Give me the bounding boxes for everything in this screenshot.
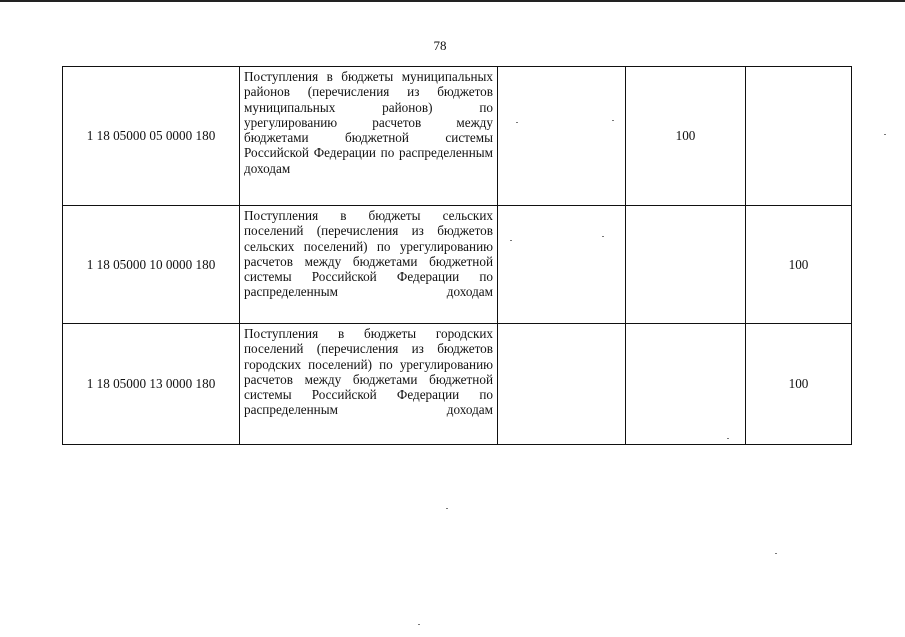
revenue-name: [240, 324, 498, 445]
scan-speck: [418, 624, 420, 625]
budget-classification-code: 1 18 05000 10 0000 180: [63, 206, 240, 324]
standard-value-col-2: [626, 206, 746, 324]
standard-value-col-3: [746, 67, 852, 206]
budget-classification-code: 1 18 05000 05 0000 180: [63, 67, 240, 206]
scan-speck: [612, 120, 614, 121]
scan-speck: [446, 508, 448, 509]
standard-value-col-1: [498, 206, 626, 324]
revenue-name-text: Поступления в бюджеты сельских поселений (перечисления из бюджетов сельских поселений) по урегулированию расчетов между бюджетами бюджетной системы Российской Федерации по распределенным доходам: [244, 208, 493, 300]
scan-speck: [516, 122, 518, 123]
standard-value-col-2: [626, 324, 746, 445]
standard-value-col-3: 100: [746, 324, 852, 445]
table-row: [63, 67, 852, 206]
revenue-distribution-table: [62, 66, 852, 445]
revenue-name: [240, 206, 498, 324]
table-row: [63, 206, 852, 324]
scan-speck: [510, 240, 512, 241]
scan-speck: [602, 236, 604, 237]
standard-value-col-3: 100: [746, 206, 852, 324]
scan-speck: [884, 134, 886, 135]
scan-speck: [727, 438, 729, 439]
page-number: 78: [433, 38, 447, 53]
table-row: [63, 324, 852, 445]
revenue-name-text: Поступления в бюджеты муниципальных районов (перечисления из бюджетов муниципальных районов) по урегулированию расчетов между бюджетами бюджетной системы Российской Федерации по распределенным доходам: [244, 69, 493, 176]
revenue-name: [240, 67, 498, 206]
revenue-name-text: Поступления в бюджеты городских поселений (перечисления из бюджетов городских поселений) по урегулированию расчетов между бюджетами бюджетной системы Российской Федерации по распределенным доходам: [244, 326, 493, 418]
standard-value-col-2: 100: [626, 67, 746, 206]
standard-value-col-1: [498, 67, 626, 206]
standard-value-col-1: [498, 324, 626, 445]
scan-top-edge: [0, 0, 905, 2]
scan-speck: [775, 553, 777, 554]
budget-classification-code: 1 18 05000 13 0000 180: [63, 324, 240, 445]
